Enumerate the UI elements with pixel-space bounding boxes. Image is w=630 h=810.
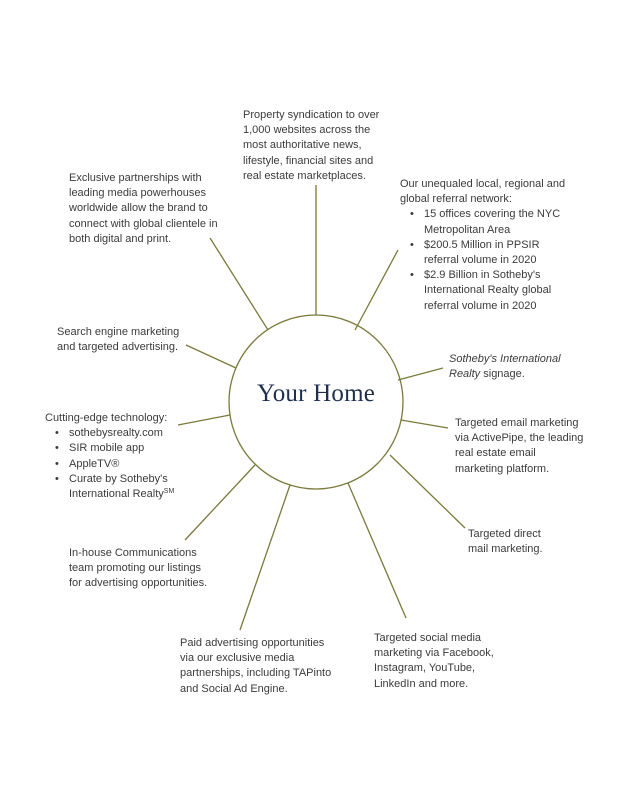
node-referral-heading: Our unequaled local, regional and global referral network: bbox=[400, 178, 566, 206]
node-referral bbox=[400, 177, 575, 314]
list-item: • 15 offices covering the NYC Metropolitan Area bbox=[400, 207, 575, 237]
spoke-line-email bbox=[401, 420, 448, 428]
list-item: • AppleTV® bbox=[45, 457, 190, 472]
spoke-line-partnerships bbox=[210, 238, 268, 330]
node-partnerships-text: Exclusive partnerships with leading media powerhouses worldwide allow the brand to connect with global clientele in both digital and print. bbox=[69, 172, 218, 245]
node-technology-heading: Cutting-edge technology: bbox=[45, 412, 168, 424]
node-syndication bbox=[243, 108, 393, 184]
node-technology bbox=[45, 411, 190, 502]
node-signage-rest: signage. bbox=[480, 368, 525, 381]
node-syndication-text: Property syndication to over 1,000 websites across the most authoritative news, lifestyle, financial sites and real estate marketplaces. bbox=[243, 109, 380, 182]
center-label: Your Home bbox=[256, 380, 376, 407]
service-mark: SM bbox=[163, 488, 175, 496]
list-item: • $200.5 Million in PPSIR referral volume in 2020 bbox=[400, 238, 575, 268]
node-signage-brand: Sotheby's International Realty bbox=[449, 353, 561, 381]
node-paid bbox=[180, 636, 335, 697]
spoke-line-social bbox=[348, 483, 406, 618]
node-direct-mail bbox=[468, 527, 558, 557]
node-referral-list bbox=[400, 207, 575, 313]
node-paid-text: Paid advertising opportunities via our exclusive media partnerships, including TAPinto and Social Ad Engine. bbox=[180, 637, 332, 695]
node-direct-mail-text: Targeted direct mail marketing. bbox=[468, 528, 543, 556]
list-item: • sothebysrealty.com bbox=[45, 426, 190, 441]
node-technology-curate: Curate by Sotheby's International Realty bbox=[69, 472, 168, 501]
spoke-line-paid bbox=[240, 485, 290, 630]
spoke-line-communications bbox=[185, 465, 255, 540]
node-social bbox=[374, 631, 494, 692]
node-technology-list bbox=[45, 426, 190, 502]
spoke-line-direct-mail bbox=[390, 455, 465, 528]
node-search-text: Search engine marketing and targeted advertising. bbox=[57, 326, 180, 354]
spoke-line-referral bbox=[355, 250, 398, 330]
node-partnerships bbox=[69, 171, 219, 247]
list-item: • $2.9 Billion in Sotheby's International Realty global referral volume in 2020 bbox=[400, 268, 575, 314]
spoke-line-search bbox=[186, 345, 236, 368]
node-search bbox=[57, 325, 192, 355]
list-item bbox=[45, 472, 190, 502]
node-email-text: Targeted email marketing via ActivePipe, the leading real estate email marketing platform. bbox=[455, 417, 584, 475]
node-email bbox=[455, 416, 585, 477]
list-item: • SIR mobile app bbox=[45, 441, 190, 456]
node-social-text: Targeted social media marketing via Facebook, Instagram, YouTube, LinkedIn and more. bbox=[374, 632, 494, 690]
spoke-line-signage bbox=[398, 368, 443, 380]
node-signage bbox=[449, 352, 574, 382]
node-communications bbox=[69, 546, 209, 592]
node-communications-text: In-house Communications team promoting our listings for advertising opportunities. bbox=[69, 547, 208, 590]
